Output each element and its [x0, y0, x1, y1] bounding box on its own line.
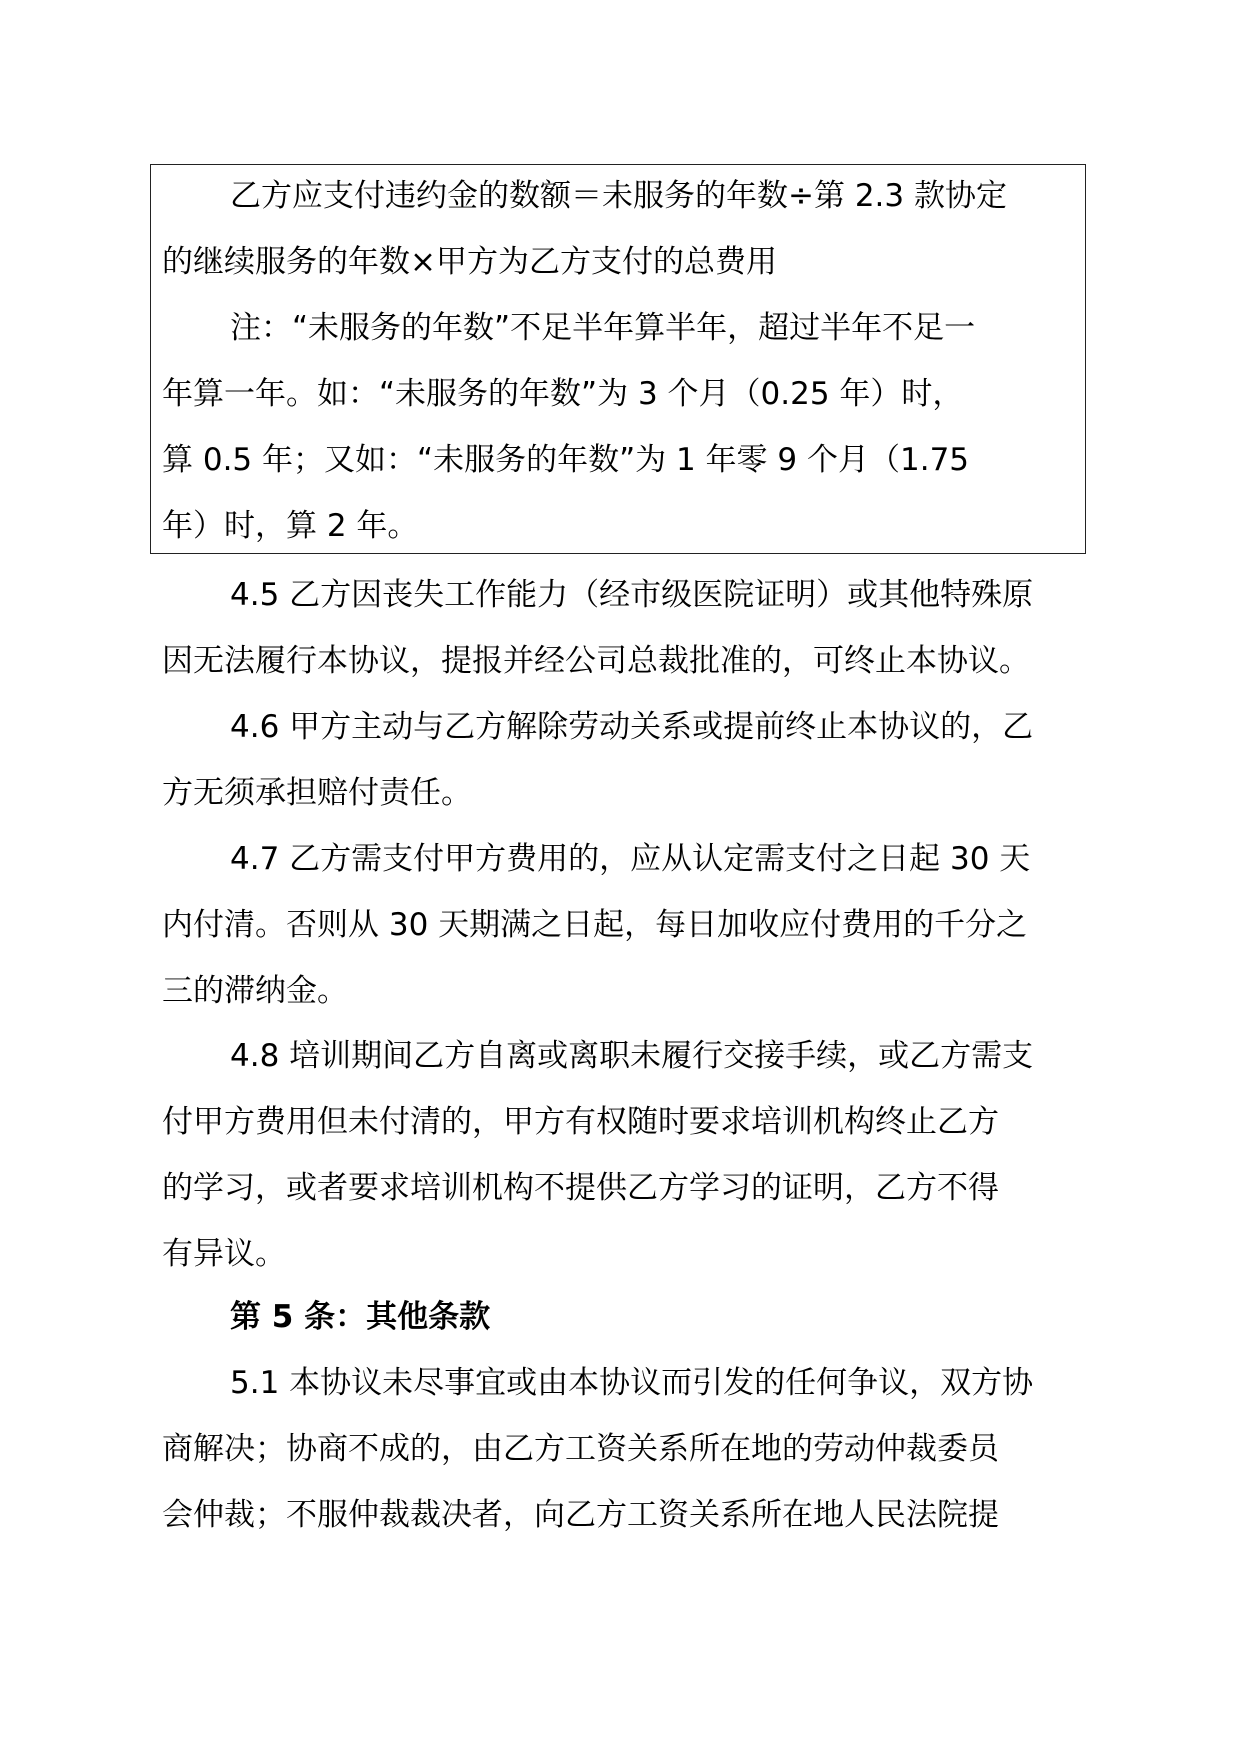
text-line: 年算一年。如：“未服务的年数”为 3 个月（0.25 年）时， — [162, 376, 964, 412]
text-line: 算 0.5 年；又如：“未服务的年数”为 1 年零 9 个月（1.75 — [162, 442, 970, 478]
text-line: 4.7 乙方需支付甲方费用的，应从认定需支付之日起 30 天 — [230, 841, 1031, 877]
clause-5-1 — [162, 1350, 1102, 1548]
text-line: 4.8 培训期间乙方自离或离职未履行交接手续，或乙方需支 — [230, 1038, 1034, 1074]
text-line: 的继续服务的年数×甲方为乙方支付的总费用 — [162, 244, 777, 280]
clause-4-5 — [162, 562, 1102, 694]
section-5-heading — [162, 1284, 1102, 1350]
text-line: 的学习，或者要求培训机构不提供乙方学习的证明，乙方不得 — [162, 1170, 999, 1206]
clause-4-7 — [162, 826, 1102, 1024]
text-line: 4.6 甲方主动与乙方解除劳动关系或提前终止本协议的，乙 — [230, 709, 1034, 745]
section-heading-text: 第 5 条：其他条款 — [230, 1299, 491, 1335]
clause-4-6 — [162, 694, 1102, 826]
text-line: 乙方应支付违约金的数额＝未服务的年数÷第 2.3 款协定 — [230, 178, 1007, 214]
text-line: 年）时，算 2 年。 — [162, 508, 419, 544]
text-line: 付甲方费用但未付清的，甲方有权随时要求培训机构终止乙方 — [162, 1104, 999, 1140]
text-line: 注：“未服务的年数”不足半年算半年，超过半年不足一 — [230, 310, 976, 346]
text-line: 商解决；协商不成的，由乙方工资关系所在地的劳动仲裁委员 — [162, 1431, 999, 1467]
clause-4-8 — [162, 1023, 1102, 1287]
penalty-note-paragraph — [162, 295, 1102, 559]
text-line: 内付清。否则从 30 天期满之日起，每日加收应付费用的千分之 — [162, 907, 1028, 943]
text-line: 会仲裁；不服仲裁裁决者，向乙方工资关系所在地人民法院提 — [162, 1497, 999, 1533]
text-line: 三的滞纳金。 — [162, 973, 348, 1009]
text-line: 4.5 乙方因丧失工作能力（经市级医院证明）或其他特殊原 — [230, 577, 1034, 613]
penalty-formula-paragraph — [162, 163, 1102, 295]
text-line: 有异议。 — [162, 1236, 286, 1272]
text-line: 5.1 本协议未尽事宜或由本协议而引发的任何争议，双方协 — [230, 1365, 1034, 1401]
text-line: 方无须承担赔付责任。 — [162, 775, 472, 811]
text-line: 因无法履行本协议，提报并经公司总裁批准的，可终止本协议。 — [162, 643, 1030, 679]
